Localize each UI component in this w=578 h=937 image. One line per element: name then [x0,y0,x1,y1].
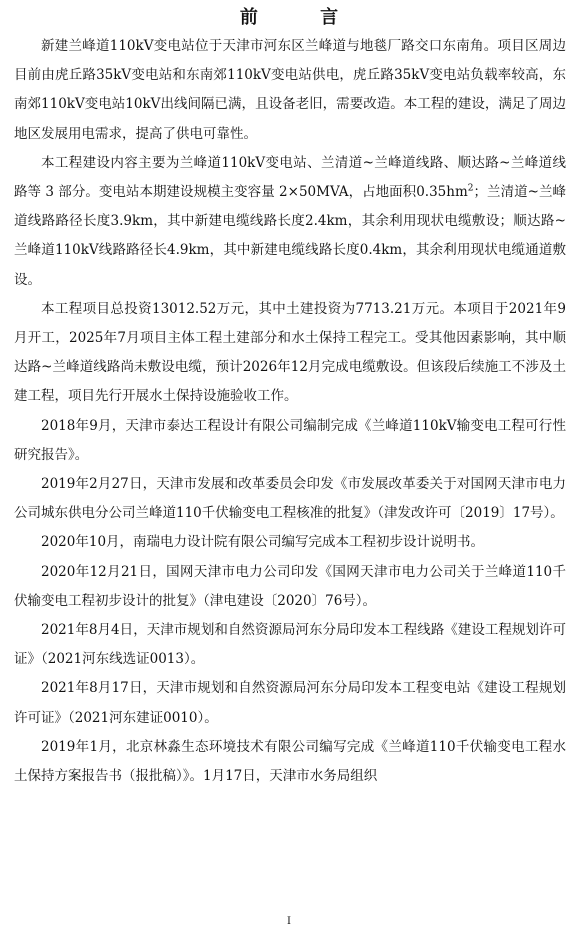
paragraph-line-permit: 2021年8月4日，天津市规划和自然资源局河东分局印发本工程线路《建设工程规划许可证》（2021河东线选证0013）。 [14,622,566,668]
paragraph-feasibility-study: 2018年9月，天津市泰达工程设计有限公司编制完成《兰峰道110kV输变电工程可行性研究报告》。 [14,417,566,463]
document-body [14,32,566,791]
paragraph-substation-permit: 2021年8月17日，天津市规划和自然资源局河东分局印发本工程变电站《建设工程规划许可证》（2021河东建证0010）。 [14,680,566,726]
document-title: 前 言 [239,7,367,28]
paragraph-project-location: 新建兰峰道110kV变电站位于天津市河东区兰峰道与地毯厂路交口东南角。项目区周边目前由虎丘路35kV变电站和东南郊110kV变电站供电，虎丘路35kV变电站负载率较高，东南郊110kV变电站10kV出线间隔已满，且设备老旧，需要改造。本工程的建设，满足了周边地区发展用电需求，提高了供电可靠性。 [14,38,566,142]
paragraph-scope-text-part2: ；兰清道~兰峰道线路路径长度3.9km，其中新建电缆线路长度2.4km，其余利用现状电缆敷设；顺达路~兰峰道110kV线路路径长4.9km，其中新建电缆线路长度0.4km，其余利用现状电缆通道敷设。 [14,184,566,288]
paragraph-design-approval: 2020年12月21日，国网天津市电力公司印发《国网天津市电力公司关于兰峰道110千伏输变电工程初步设计的批复》（津电建设〔2020〕76号）。 [14,563,566,609]
page-number: I [287,916,291,927]
paragraph-soil-conservation-plan: 2019年1月，北京林淼生态环境技术有限公司编写完成《兰峰道110千伏输变电工程水土保持方案报告书（报批稿）》。1月17日，天津市水务局组织 [14,738,566,785]
paragraph-scope-text-part1: 本工程建设内容主要为兰峰道110kV变电站、兰清道~兰峰道线路、顺达路~兰峰道线路等 3 部分。变电站本期建设规模主变容量 2×50MVA，占地面积0.35hm [14,154,566,201]
paragraph-preliminary-design: 2020年10月，南瑞电力设计院有限公司编写完成本工程初步设计说明书。 [41,534,485,551]
paragraph-approval-ndrc: 2019年2月27日，天津市发展和改革委员会印发《市发展改革委关于对国网天津市电力公司城东供电分公司兰峰道110千伏输变电工程核准的批复》（津发改许可〔2019〕17号）。 [14,476,566,522]
paragraph-construction-scope [14,149,566,295]
paragraph-investment-schedule: 本工程项目总投资13012.52万元，其中土建投资为7713.21万元。本项目于2021年9月开工，2025年7月项目主体工程土建部分和水土保持工程完工。受其他因素影响，其中顺达路~兰峰道线路尚未敷设电缆，预计2026年12月完成电缆敷设。但该段后续施工不涉及土建工程，项目先行开展水土保持设施验收工作。 [14,300,566,405]
superscript-area-unit: 2 [467,183,474,194]
